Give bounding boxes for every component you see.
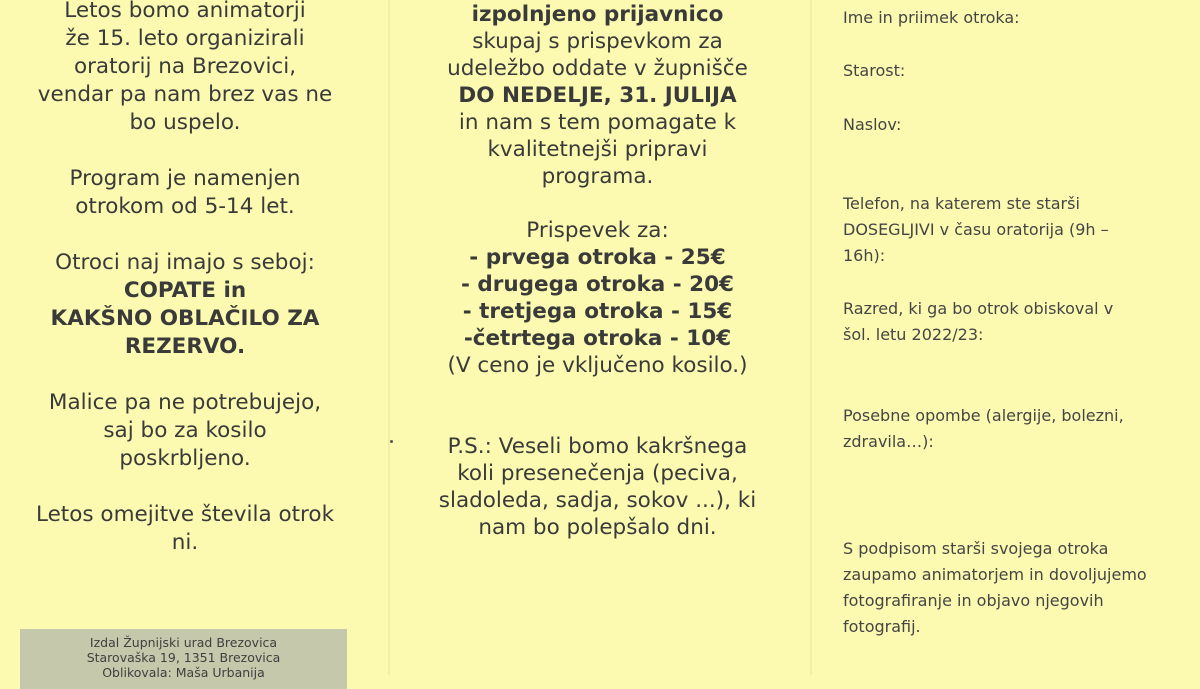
ps-paragraph: P.S.: Veseli bomo kakršnega koli presenečenja (peciva, sladoleda, sadja, sokov ...), ki nam bo polepšalo dni. — [438, 434, 757, 540]
limit-paragraph: Letos omejitve števila otrok ni. — [35, 502, 335, 555]
fold-line-left — [388, 0, 390, 675]
fold-line-right — [810, 0, 812, 675]
program-paragraph: Program je namenjen otrokom od 5-14 let. — [69, 166, 301, 219]
age-field: Starost: — [843, 61, 906, 80]
consent-paragraph: S podpisom starši svojega otroka zaupamo animatorjem in dovoljujemo fotografiranje in objavo njegovih fotografij. — [843, 539, 1147, 636]
submit-paragraph: izpolnjeno prijavnico skupaj s prispevkom za udeležbo oddate v župnišče DO NEDELJE, 31. JULIJA in nam s tem pomagate k kvalitetnejši pripravi programa. — [405, 1, 790, 190]
phone-field: Telefon, na katerem ste starši DOSEGLJIVI v času oratorija (9h – 16h): — [843, 194, 1109, 265]
child-name-field: Ime in priimek otroka: — [843, 8, 1020, 27]
intro-paragraph: Letos bomo animatorji že 15. leto organizirali oratorij na Brezovici, vendar pa nam brez vas ne bo uspelo. — [37, 0, 333, 135]
ink-dot — [390, 440, 393, 443]
notes-field: Posebne opombe (alergije, bolezni, zdravila…): — [843, 406, 1124, 451]
publisher-footer: Izdal Župnijski urad Brezovica Starovaška 19, 1351 Brezovica Oblikovala: Maša Urbanija — [20, 629, 347, 689]
bring-paragraph: Otroci naj imajo s seboj: COPATE in KAKŠNO OBLAČILO ZA REZERVO. — [50, 250, 320, 359]
application-column — [405, 0, 790, 541]
deadline: DO NEDELJE, 31. JULIJA — [458, 83, 737, 108]
info-column — [0, 0, 370, 557]
snacks-paragraph: Malice pa ne potrebujejo, saj bo za kosilo poskrbljeno. — [48, 390, 322, 471]
address-field: Naslov: — [843, 115, 902, 134]
class-field: Razred, ki ga bo otrok obiskoval v šol. letu 2022/23: — [843, 299, 1114, 344]
fee-paragraph: Prispevek za: - prvega otroka - 25€ - drugega otroka - 20€ - tretjega otroka - 15€ -četrtega otroka - 10€ (V ceno je vključeno kosilo.) — [447, 218, 748, 378]
